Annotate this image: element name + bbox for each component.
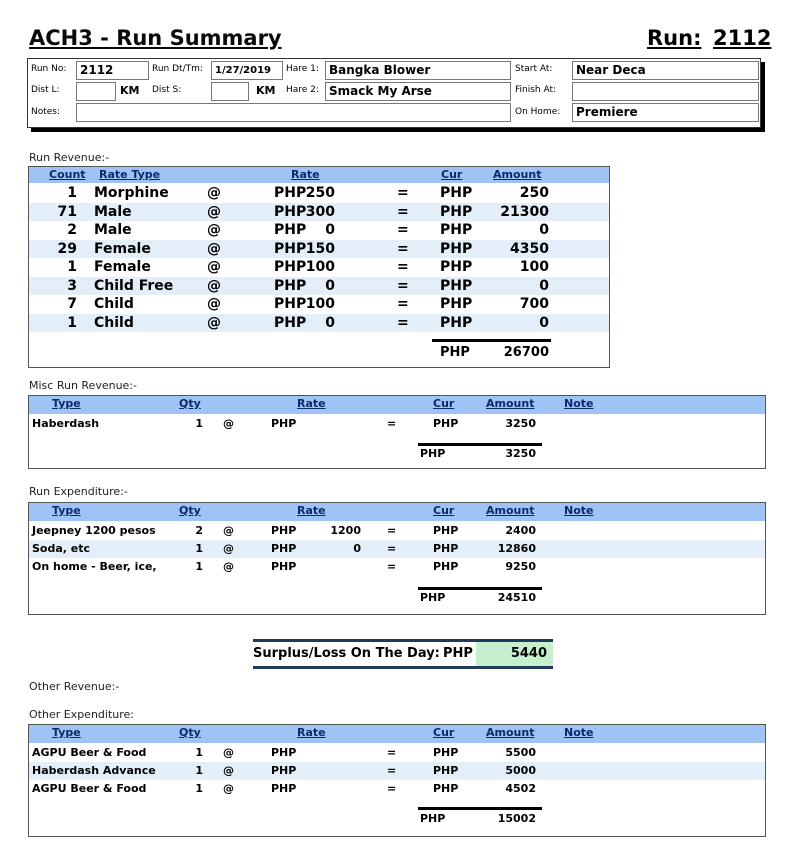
amount-cell: 0: [539, 277, 549, 294]
surplus-label: Surplus/Loss On The Day:: [253, 646, 440, 661]
table-row: [29, 258, 609, 277]
currency-cell: PHP: [440, 277, 473, 294]
currency-cell: PHP: [433, 524, 459, 537]
type-cell: Haberdash: [32, 417, 100, 430]
type-cell: Haberdash Advance: [32, 764, 156, 777]
amount-cell: 12860: [497, 542, 536, 555]
run-dt-label: Run Dt/Tm:: [152, 64, 203, 74]
amount-cell: 9250: [505, 560, 536, 573]
run-expenditure-label: Run Expenditure:-: [29, 485, 128, 498]
rate-currency-cell: PHP: [274, 296, 307, 312]
col-type: Type: [52, 726, 81, 739]
at-symbol: @: [207, 185, 221, 201]
total-amount: 24510: [497, 591, 536, 604]
equals-symbol: =: [397, 277, 409, 294]
table-row: [29, 314, 609, 333]
dist-l-field[interactable]: [76, 82, 116, 101]
dist-s-label: Dist S:: [152, 85, 182, 95]
count-cell: 3: [67, 277, 77, 294]
at-symbol: @: [223, 524, 234, 537]
table-header: [29, 503, 765, 521]
finish-at-field[interactable]: [572, 82, 759, 101]
total-line: [418, 443, 542, 446]
run-revenue-table: [28, 166, 610, 368]
hare2-label: Hare 2:: [286, 85, 319, 95]
table-row: [29, 558, 765, 576]
rate-currency-cell: PHP: [274, 240, 307, 257]
total-currency: PHP: [420, 812, 446, 825]
col-rate: Rate: [297, 726, 326, 739]
other-revenue-label: Other Revenue:-: [29, 680, 120, 693]
qty-cell: 1: [195, 746, 203, 759]
amount-cell: 21300: [500, 203, 549, 220]
rate-cell: 100: [305, 259, 335, 275]
col-amount: Amount: [486, 504, 535, 517]
col-cur: Cur: [441, 168, 463, 181]
rate-currency-cell: PHP: [271, 746, 297, 759]
at-symbol: @: [207, 240, 221, 257]
currency-cell: PHP: [433, 542, 459, 555]
rate-cell: 0: [325, 222, 335, 238]
rate-currency-cell: PHP: [274, 185, 307, 201]
at-symbol: @: [223, 764, 234, 777]
equals-symbol: =: [397, 222, 409, 238]
total-amount: 3250: [505, 447, 536, 460]
rate-currency-cell: PHP: [271, 542, 297, 555]
type-cell: Soda, etc: [32, 542, 91, 555]
equals-symbol: =: [397, 203, 409, 220]
rate-type-cell: Male: [94, 222, 132, 238]
at-symbol: @: [207, 277, 221, 294]
currency-cell: PHP: [433, 764, 459, 777]
equals-symbol: =: [397, 259, 409, 275]
amount-cell: 5000: [505, 764, 536, 777]
misc-revenue-table: [28, 395, 766, 469]
hare1-label: Hare 1:: [286, 64, 319, 74]
amount-cell: 4350: [510, 240, 549, 257]
at-symbol: @: [223, 542, 234, 555]
amount-cell: 2400: [505, 524, 536, 537]
start-at-field[interactable]: Near Deca: [572, 61, 759, 80]
col-type: Type: [52, 504, 81, 517]
total-amount: 26700: [503, 345, 549, 360]
other-expenditure-label: Other Expenditure:: [29, 708, 134, 721]
type-cell: Jeepney 1200 pesos: [32, 524, 156, 537]
surplus-currency: PHP: [443, 646, 473, 661]
start-at-label: Start At:: [515, 64, 553, 74]
count-cell: 7: [67, 296, 77, 312]
col-rate-type: Rate Type: [99, 168, 161, 181]
table-header: [29, 396, 765, 414]
total-line: [418, 587, 542, 590]
col-cur: Cur: [433, 504, 455, 517]
rate-cell: 100: [305, 296, 335, 312]
rate-type-cell: Morphine: [94, 185, 169, 201]
amount-cell: 100: [519, 259, 549, 275]
rate-type-cell: Male: [94, 203, 132, 220]
at-symbol: @: [207, 314, 221, 331]
currency-cell: PHP: [440, 314, 473, 331]
at-symbol: @: [207, 259, 221, 275]
equals-symbol: =: [387, 764, 397, 777]
table-row: [29, 762, 765, 780]
currency-cell: PHP: [433, 746, 459, 759]
at-symbol: @: [207, 222, 221, 238]
table-row: [29, 522, 765, 540]
total-line: [432, 339, 551, 342]
run-no-label: Run No:: [31, 64, 67, 74]
amount-cell: 700: [519, 296, 549, 312]
table-row: [29, 240, 609, 259]
misc-revenue-label: Misc Run Revenue:-: [29, 379, 137, 392]
amount-cell: 0: [539, 314, 549, 331]
currency-cell: PHP: [433, 782, 459, 795]
at-symbol: @: [223, 560, 234, 573]
equals-symbol: =: [397, 185, 409, 201]
table-row: [29, 780, 765, 798]
on-home-label: On Home:: [515, 107, 561, 117]
qty-cell: 1: [195, 764, 203, 777]
table-header: [29, 725, 765, 743]
dist-s-field[interactable]: [211, 82, 249, 101]
currency-cell: PHP: [433, 417, 459, 430]
total-currency: PHP: [420, 447, 446, 460]
rate-currency-cell: PHP: [271, 560, 297, 573]
col-rate: Rate: [291, 168, 320, 181]
rate-currency-cell: PHP: [274, 314, 307, 331]
page-title: ACH3 - Run Summary: [29, 26, 282, 50]
amount-cell: 4502: [505, 782, 536, 795]
count-cell: 1: [67, 314, 77, 331]
notes-field[interactable]: [76, 103, 511, 122]
col-note: Note: [564, 504, 594, 517]
col-rate: Rate: [297, 397, 326, 410]
col-cur: Cur: [433, 397, 455, 410]
run-dt-field[interactable]: 1/27/2019: [211, 61, 283, 80]
rate-cell: 0: [353, 542, 361, 555]
on-home-field[interactable]: Premiere: [572, 103, 759, 122]
run-label: Run:: [647, 26, 702, 50]
equals-symbol: =: [397, 296, 409, 312]
qty-cell: 2: [195, 524, 203, 537]
rate-type-cell: Child Free: [94, 277, 174, 294]
surplus-value: 5440: [476, 642, 553, 666]
rate-cell: 0: [325, 277, 335, 294]
at-symbol: @: [223, 746, 234, 759]
table-row: [29, 415, 765, 433]
rate-currency-cell: PHP: [274, 203, 307, 220]
dist-l-unit: KM: [120, 84, 140, 97]
hare1-field[interactable]: Bangka Blower: [325, 61, 511, 80]
dist-l-label: Dist L:: [31, 85, 60, 95]
total-line: [418, 807, 542, 810]
count-cell: 1: [67, 185, 77, 201]
col-qty: Qty: [179, 397, 201, 410]
rate-type-cell: Female: [94, 240, 151, 257]
amount-cell: 250: [519, 185, 549, 201]
qty-cell: 1: [195, 542, 203, 555]
table-header: [29, 167, 609, 183]
rate-currency-cell: PHP: [271, 764, 297, 777]
col-amount: Amount: [493, 168, 542, 181]
qty-cell: 1: [195, 560, 203, 573]
currency-cell: PHP: [440, 203, 473, 220]
count-cell: 2: [67, 222, 77, 238]
count-cell: 1: [67, 259, 77, 275]
table-row: [29, 744, 765, 762]
at-symbol: @: [223, 782, 234, 795]
equals-symbol: =: [387, 746, 397, 759]
equals-symbol: =: [387, 542, 397, 555]
equals-symbol: =: [387, 782, 397, 795]
run-expenditure-table: [28, 502, 766, 615]
run-no-field[interactable]: 2112: [76, 61, 149, 80]
col-cur: Cur: [433, 726, 455, 739]
table-row: [29, 277, 609, 296]
type-cell: On home - Beer, ice,: [32, 560, 157, 573]
finish-at-label: Finish At:: [515, 85, 557, 95]
at-symbol: @: [207, 203, 221, 220]
equals-symbol: =: [387, 417, 397, 430]
at-symbol: @: [207, 296, 221, 312]
rate-type-cell: Child: [94, 314, 134, 331]
col-rate: Rate: [297, 504, 326, 517]
type-cell: AGPU Beer & Food: [32, 746, 147, 759]
col-count: Count: [49, 168, 86, 181]
surplus-loss-box: [253, 639, 553, 669]
rate-currency-cell: PHP: [274, 259, 307, 275]
rate-type-cell: Female: [94, 259, 151, 275]
currency-cell: PHP: [440, 185, 473, 201]
other-expenditure-table: [28, 724, 766, 837]
qty-cell: 1: [195, 782, 203, 795]
col-note: Note: [564, 397, 594, 410]
col-qty: Qty: [179, 504, 201, 517]
at-symbol: @: [223, 417, 234, 430]
table-row: [29, 295, 609, 314]
hare2-field[interactable]: Smack My Arse: [325, 82, 511, 101]
equals-symbol: =: [387, 524, 397, 537]
count-cell: 71: [57, 203, 77, 220]
total-currency: PHP: [420, 591, 446, 604]
currency-cell: PHP: [440, 259, 473, 275]
equals-symbol: =: [397, 240, 409, 257]
count-cell: 29: [57, 240, 77, 257]
currency-cell: PHP: [440, 296, 473, 312]
currency-cell: PHP: [440, 222, 473, 238]
rate-currency-cell: PHP: [271, 524, 297, 537]
amount-cell: 3250: [505, 417, 536, 430]
run-header-panel: [27, 58, 761, 128]
rate-cell: 300: [305, 203, 335, 220]
rate-currency-cell: PHP: [271, 417, 297, 430]
rate-cell: 250: [305, 185, 335, 201]
table-row: [29, 540, 765, 558]
qty-cell: 1: [195, 417, 203, 430]
total-amount: 15002: [497, 812, 536, 825]
col-type: Type: [52, 397, 81, 410]
rate-currency-cell: PHP: [274, 277, 307, 294]
col-amount: Amount: [486, 726, 535, 739]
rate-cell: 0: [325, 314, 335, 331]
currency-cell: PHP: [440, 240, 473, 257]
table-row: [29, 221, 609, 240]
col-note: Note: [564, 726, 594, 739]
notes-label: Notes:: [31, 107, 61, 117]
col-qty: Qty: [179, 726, 201, 739]
total-currency: PHP: [440, 345, 470, 360]
currency-cell: PHP: [433, 560, 459, 573]
rate-currency-cell: PHP: [274, 222, 307, 238]
dist-s-unit: KM: [256, 84, 276, 97]
table-row: [29, 203, 609, 222]
table-row: [29, 184, 609, 203]
col-amount: Amount: [486, 397, 535, 410]
rate-cell: 1200: [330, 524, 361, 537]
equals-symbol: =: [387, 560, 397, 573]
amount-cell: 0: [539, 222, 549, 238]
run-number: 2112: [713, 26, 772, 50]
rate-type-cell: Child: [94, 296, 134, 312]
run-revenue-label: Run Revenue:-: [29, 151, 110, 164]
rate-cell: 150: [305, 240, 335, 257]
equals-symbol: =: [397, 314, 409, 331]
amount-cell: 5500: [505, 746, 536, 759]
type-cell: AGPU Beer & Food: [32, 782, 147, 795]
rate-currency-cell: PHP: [271, 782, 297, 795]
